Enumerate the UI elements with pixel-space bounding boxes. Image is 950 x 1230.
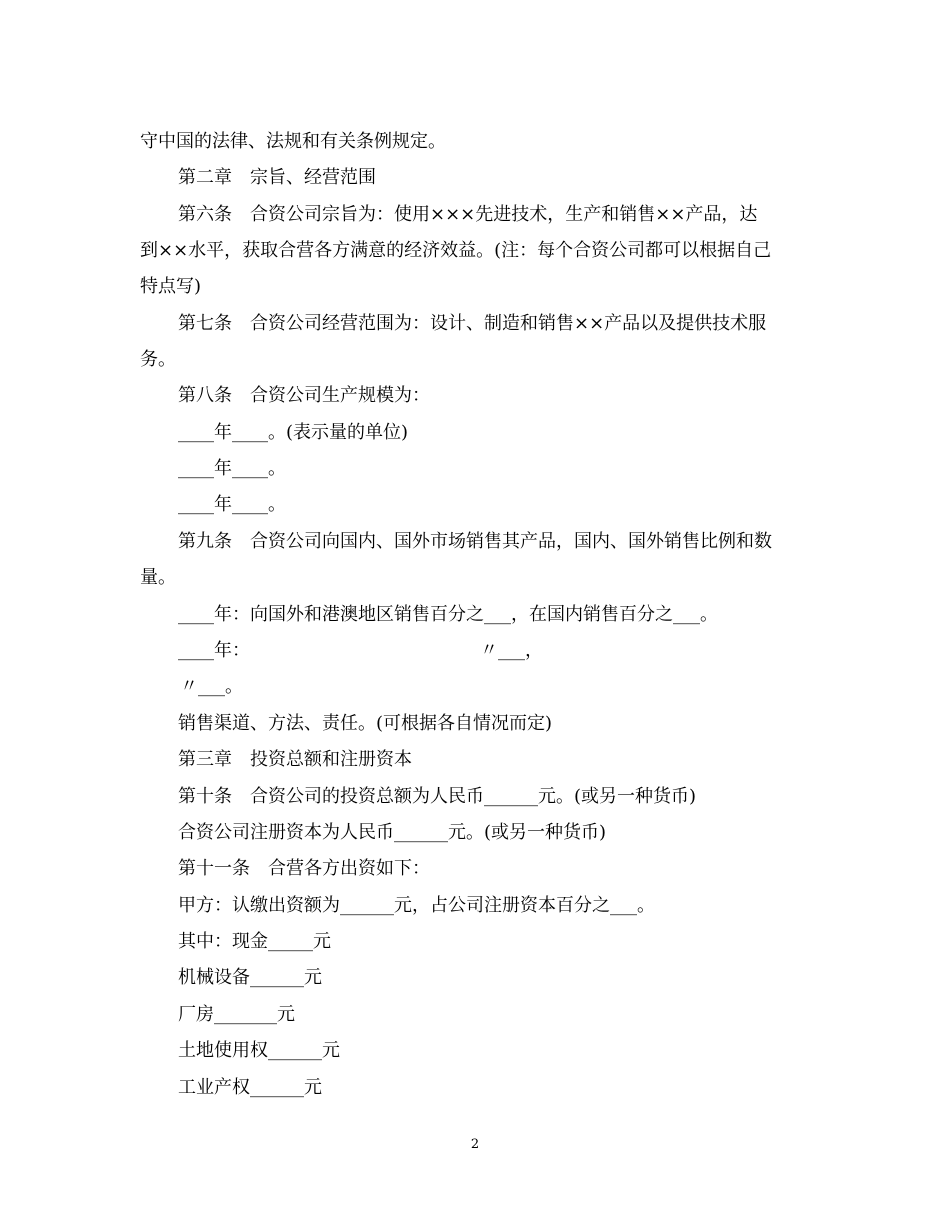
text-line: 土地使用权______元: [178, 1040, 340, 1061]
text-line: 工业产权______元: [178, 1077, 322, 1098]
chapter-heading: 第二章 宗旨、经营范围: [178, 167, 376, 188]
text-line: 〃___。: [180, 676, 243, 697]
article-8: 第八条 合资公司生产规模为：: [178, 385, 430, 406]
text-line: ____年____。: [178, 458, 286, 479]
text-line: 守中国的法律、法规和有关条例规定。: [140, 131, 446, 152]
text-line: 量。: [140, 567, 176, 588]
text-line: ____年：向国外和港澳地区销售百分之___，在国内销售百分之___。: [178, 604, 718, 625]
text-line: ____年：: [178, 640, 250, 661]
text-line: ____年____。(表示量的单位): [178, 422, 409, 443]
text-line: 〃___，: [480, 640, 543, 661]
article-7: 第七条 合资公司经营范围为：设计、制造和销售××产品以及提供技术服: [178, 313, 767, 334]
article-11: 第十一条 合营各方出资如下：: [178, 858, 430, 879]
page-number: 2: [470, 1137, 480, 1152]
text-line: 特点写): [140, 276, 202, 297]
text-line: 到××水平，获取合营各方满意的经济效益。(注：每个合资公司都可以根据自己: [140, 240, 772, 261]
text-line: 务。: [140, 349, 176, 370]
article-10: 第十条 合资公司的投资总额为人民币______元。(或另一种货币): [178, 786, 697, 807]
text-line: 销售渠道、方法、责任。(可根据各自情况而定): [178, 713, 553, 734]
chapter-heading: 第三章 投资总额和注册资本: [178, 749, 412, 770]
text-line: 其中：现金_____元: [178, 931, 331, 952]
article-9: 第九条 合资公司向国内、国外市场销售其产品，国内、国外销售比例和数: [178, 531, 772, 552]
text-line: 厂房_______元: [178, 1004, 295, 1025]
article-6: 第六条 合资公司宗旨为：使用×××先进技术，生产和销售××产品，达: [178, 204, 758, 225]
text-line: 合资公司注册资本为人民币______元。(或另一种货币): [178, 822, 607, 843]
text-line: ____年____。: [178, 494, 286, 515]
text-line: 甲方：认缴出资额为______元，占公司注册资本百分之___。: [178, 895, 655, 916]
text-line: 机械设备______元: [178, 967, 322, 988]
